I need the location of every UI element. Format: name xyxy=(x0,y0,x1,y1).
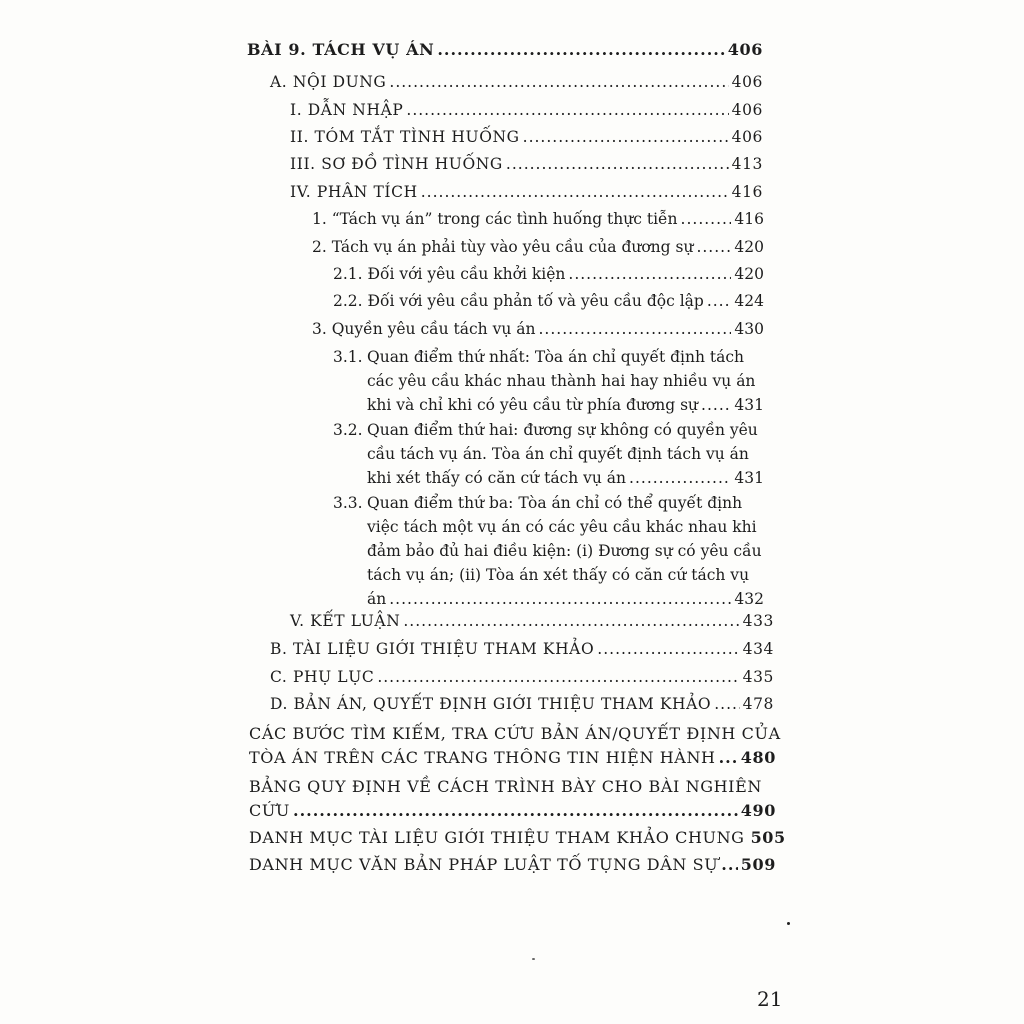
toc-entry-label: DANH MỤC TÀI LIỆU GIỚI THIỆU THAM KHẢO CHUNG xyxy=(249,828,745,847)
toc-entry-a4-2-2 xyxy=(333,292,764,310)
toc-entry-line: BẢNG QUY ĐỊNH VỀ CÁCH TRÌNH BÀY CHO BÀI NGHIÊN xyxy=(249,777,762,796)
toc-entry-label: B. TÀI LIỆU GIỚI THIỆU THAM KHẢO xyxy=(270,640,595,658)
toc-entry-d xyxy=(270,695,774,713)
toc-entry-number: 3.3. xyxy=(333,494,363,512)
toc-entry-page: 424 xyxy=(734,292,764,310)
toc-entry-line: các yêu cầu khác nhau thành hai hay nhiều vụ án xyxy=(367,372,756,390)
toc-entry-line: khi xét thấy có căn cứ tách vụ án xyxy=(367,469,627,487)
toc-entry-a5 xyxy=(290,612,774,630)
toc-entry-line: CÁC BƯỚC TÌM KIẾM, TRA CỨU BẢN ÁN/QUYẾT ĐỊNH CỦA xyxy=(249,724,781,743)
toc-entry-label: III. SƠ ĐỒ TÌNH HUỐNG xyxy=(290,155,503,173)
toc-entry-label: V. KẾT LUẬN xyxy=(290,612,401,630)
ink-speck xyxy=(532,958,535,960)
toc-entry-page: 406 xyxy=(731,101,763,119)
toc-entry-page: 490 xyxy=(740,801,776,820)
toc-entry-line: cầu tách vụ án. Tòa án chỉ quyết định tách vụ án xyxy=(367,445,749,463)
toc-entry-page: 432 xyxy=(734,590,764,608)
toc-entry-label: II. TÓM TẮT TÌNH HUỐNG xyxy=(290,128,520,146)
toc-entry-page: 406 xyxy=(727,40,763,59)
toc-entry-civil-procedure-laws xyxy=(249,855,776,874)
toc-entry-label: DANH MỤC VĂN BẢN PHÁP LUẬT TỐ TỤNG DÂN SỰ xyxy=(249,855,719,874)
toc-entry-general-references xyxy=(249,828,786,847)
toc-entry-line: Quan điểm thứ ba: Tòa án chỉ có thể quyết định xyxy=(367,494,743,512)
toc-entry-label: 2. Tách vụ án phải tùy vào yêu cầu của đương sự xyxy=(312,238,694,256)
toc-entry-a3 xyxy=(290,155,763,173)
toc-entry-a1 xyxy=(290,101,763,119)
toc-entry-line: khi và chỉ khi có yêu cầu từ phía đương sự xyxy=(367,396,699,414)
toc-entry-label: BÀI 9. TÁCH VỤ ÁN xyxy=(247,40,435,59)
toc-entry-label: I. DẪN NHẬP xyxy=(290,101,404,119)
ink-speck xyxy=(787,922,790,925)
toc-entry-lesson xyxy=(247,40,763,59)
toc-entry-a4-2 xyxy=(312,238,764,256)
toc-entry-line: Quan điểm thứ hai: đương sự không có quyền yêu xyxy=(367,421,758,439)
toc-entry-page: 435 xyxy=(742,668,774,686)
toc-entry-page: 431 xyxy=(734,469,764,487)
toc-entry-page: 413 xyxy=(731,155,763,173)
toc-entry-page: 416 xyxy=(734,210,764,228)
toc-entry-a4-2-1 xyxy=(333,265,764,283)
toc-entry-page: 478 xyxy=(742,695,774,713)
toc-entry-page: 420 xyxy=(734,238,764,256)
toc-entry-page: 406 xyxy=(731,73,763,91)
toc-entry-page: 430 xyxy=(734,320,764,338)
toc-entry-page: 434 xyxy=(742,640,774,658)
toc-entry-page: 505 xyxy=(750,828,786,847)
toc-entry-line: Quan điểm thứ nhất: Tòa án chỉ quyết định tách xyxy=(367,348,745,366)
toc-entry-label: IV. PHÂN TÍCH xyxy=(290,183,418,201)
toc-entry-number: 3.1. xyxy=(333,348,363,366)
toc-entry-label: 2.2. Đối với yêu cầu phản tố và yêu cầu độc lập xyxy=(333,292,704,310)
toc-entry-a2 xyxy=(290,128,763,146)
toc-entry-page: 406 xyxy=(731,128,763,146)
toc-entry-search-steps xyxy=(249,722,779,770)
toc-entry-a4-3 xyxy=(312,320,764,338)
toc-entry-line: việc tách một vụ án có các yêu cầu khác nhau khi xyxy=(367,518,757,536)
toc-entry-page: 420 xyxy=(734,265,764,283)
toc-entry-format-rules xyxy=(249,775,779,823)
toc-entry-label: A. NỘI DUNG xyxy=(270,73,387,91)
toc-entry-a xyxy=(270,73,763,91)
toc-entry-line: CỨU xyxy=(249,801,291,820)
toc-entry-line: tách vụ án; (ii) Tòa án xét thấy có căn cứ tách vụ xyxy=(367,566,750,584)
toc-entry-c xyxy=(270,668,774,686)
page-number: 21 xyxy=(757,987,783,1011)
toc-entry-number: 3.2. xyxy=(333,421,363,439)
toc-entry-label: C. PHỤ LỤC xyxy=(270,668,375,686)
toc-entry-a4 xyxy=(290,183,763,201)
toc-entry-label: 3. Quyền yêu cầu tách vụ án xyxy=(312,320,536,338)
toc-entry-line: án xyxy=(367,590,387,608)
toc-entry-a4-1 xyxy=(312,210,764,228)
toc-entry-label: D. BẢN ÁN, QUYẾT ĐỊNH GIỚI THIỆU THAM KHẢO xyxy=(270,695,712,713)
toc-entry-page: 480 xyxy=(740,748,776,767)
toc-entry-page: 509 xyxy=(740,855,776,874)
toc-entry-label: 1. “Tách vụ án” trong các tình huống thực tiễn xyxy=(312,210,678,228)
toc-entry-line: TÒA ÁN TRÊN CÁC TRANG THÔNG TIN HIỆN HÀNH xyxy=(249,748,716,767)
toc-entry-page: 416 xyxy=(731,183,763,201)
toc-entry-b xyxy=(270,640,774,658)
toc-entry-page: 431 xyxy=(734,396,764,414)
toc-entry-label: 2.1. Đối với yêu cầu khởi kiện xyxy=(333,265,566,283)
toc-entry-page: 433 xyxy=(742,612,774,630)
toc-entry-line: đảm bảo đủ hai điều kiện: (i) Đương sự có yêu cầu xyxy=(367,542,762,560)
